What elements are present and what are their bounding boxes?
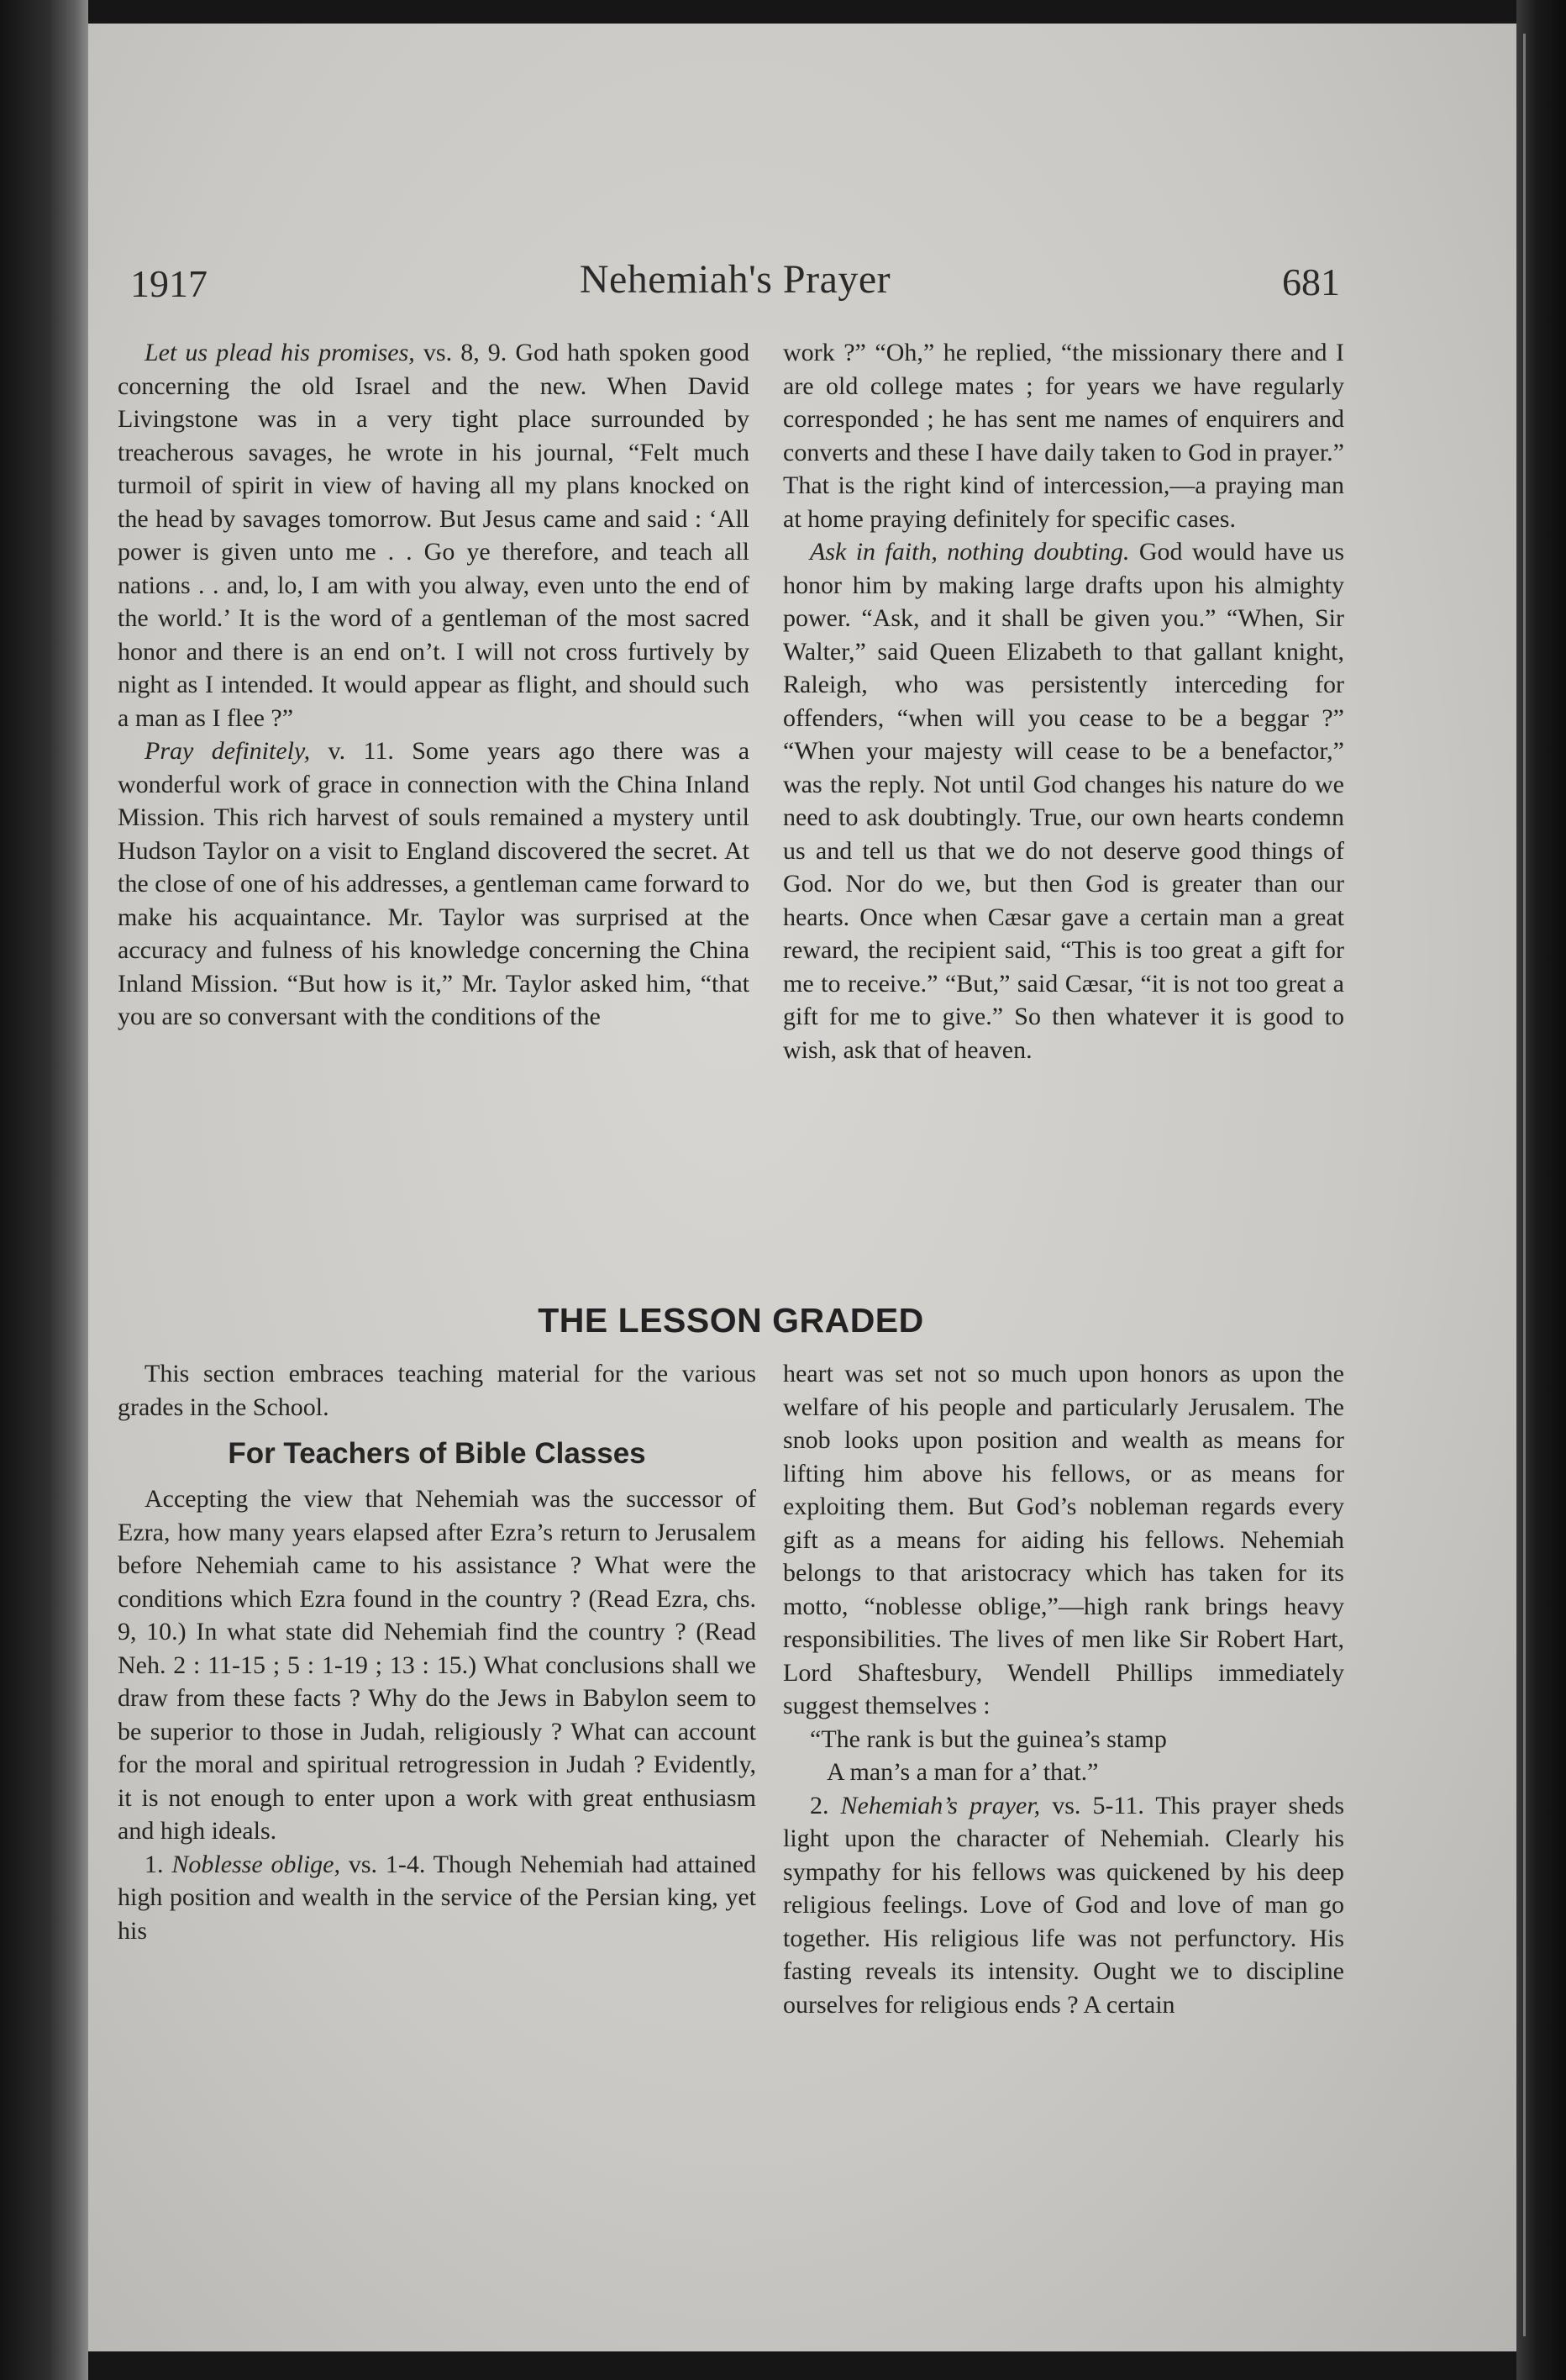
paragraph (783, 1789, 1344, 2022)
paragraph-lead: Ask in faith, nothing doubting. (810, 538, 1130, 566)
paragraph-text: vs. 1-4. Though Nehemiah had attained high position and wealth in the service of the Persian king, yet his (118, 1850, 757, 1945)
page-title: Nehemiah's Prayer (579, 257, 891, 302)
paragraph (118, 1848, 756, 1948)
column-bottom-left (118, 1357, 756, 1947)
subheading: For Teachers of Bible Classes (228, 1437, 646, 1470)
paragraph-lead: Noblesse oblige, (171, 1850, 340, 1878)
column-top-right (783, 336, 1344, 1066)
column-top-left (118, 336, 749, 1034)
paragraph-lead: Let us plead his promises, (145, 339, 415, 366)
column-bottom-right (783, 1357, 1344, 2021)
section-intro: This section embraces teaching material for the various grades in the School. (118, 1360, 756, 1421)
paragraph (118, 735, 749, 1034)
page-number: 681 (1282, 261, 1340, 303)
running-head (130, 256, 1340, 307)
book-binding (0, 0, 88, 2380)
paragraph (783, 535, 1344, 1066)
paragraph-text: God would have us honor him by making large drafts upon his almighty power. “Ask, and it shall be given you.” “When, Sir Walter,” said Queen Elizabeth to that gallant knight, Raleigh, who was persistently interceding for offenders, “when will you cease to be a beggar ?” “When your majesty will cease to be a benefactor,” was the reply. Not until God changes his nature do we need to ask doubtingly. True, our own hearts condemn us and tell us that we do not deserve good things of God. Nor do we, but then God is greater than our hearts. Once when Cæsar gave a certain man a great reward, the recipient said, “This is too great a gift for me to receive.” “But,” said Cæsar, “it is not too great a gift for me to give.” So then whatever it is good to wish, ask that of heaven. (783, 538, 1344, 1064)
paragraph-lead: Nehemiah’s prayer, (840, 1791, 1041, 1819)
paragraph-text: vs. 8, 9. God hath spoken good concerning the old Israel and the new. When David Livingstone was in a very tight place surrounded by treacherous savages, he wrote in his journal, “Felt much turmoil of spirit in view of having all my plans knocked on the head by savages tomorrow. But Jesus came and said : ‘All power is given unto me . . Go ye therefore, and teach all nations . . and, lo, I am with you alway, even unto the end of the world.’ It is the word of a gentleman of the most sacred honor and there is an end on’t. I will not cross furtively by night as I intended. It would appear as flight, and should such a man as I flee ?” (118, 339, 749, 732)
paragraph-text: v. 11. Some years ago there was a wonderful work of grace in connection with the China Inland Mission. This rich harvest of souls remained a mystery until Hudson Taylor on a visit to England discovered the secret. At the close of one of his addresses, a gentleman came forward to make his acquaintance. Mr. Taylor was surprised at the accuracy and fulness of his knowledge concerning the China Inland Mission. “But how is it,” Mr. Taylor asked him, “that you are so conversant with the conditions of the (118, 737, 750, 1030)
page-edge (1516, 0, 1566, 2380)
verse-line: A man’s a man for a’ that.” (827, 1758, 1099, 1786)
paragraph: work ?” “Oh,” he replied, “the missionary there and I are old college mates ; for years we have regularly corresponded ; he has sent me names of enquirers and converts and these I have daily taken to God in prayer.” That is the right kind of intercession,—a praying man at home praying definitely for specific cases. (783, 339, 1344, 533)
item-number: 1. (145, 1850, 172, 1878)
paragraph: Accepting the view that Nehemiah was the successor of Ezra, how many years elapsed after Ezra’s return to Jerusalem before Nehemiah came to his assistance ? What were the conditions which Ezra found in the country ? (Read Ezra, chs. 9, 10.) In what state did Nehemiah find the country ? (Read Neh. 2 : 11-15 ; 5 : 1-19 ; 13 : 15.) What conclusions shall we draw from these facts ? Why do the Jews in Babylon seem to be superior to those in Judah, religiously ? What can account for the moral and spiritual retrogression in Judah ? Evidently, it is not enough to enter upon a work with great enthusiasm and high ideals. (118, 1485, 756, 1845)
item-number: 2. (810, 1791, 841, 1819)
paragraph (118, 336, 749, 735)
verse-line: “The rank is but the guinea’s stamp (810, 1724, 1167, 1753)
year: 1917 (130, 262, 208, 305)
section-heading: THE LESSON GRADED (538, 1301, 924, 1340)
paragraph: heart was set not so much upon honors as upon the welfare of his people and particularly Jerusalem. The snob looks upon position and wealth as means for lifting him above his fellows, or as means for exploiting them. But God’s nobleman regards every gift as a means for aiding his fellows. Nehemiah belongs to that aristocracy which has taken for its motto, “noblesse oblige,”—high rank brings heavy responsibilities. The lives of men like Sir Robert Hart, Lord Shaftesbury, Wendell Phillips immediately suggest themselves : (783, 1360, 1344, 1719)
paragraph-lead: Pray definitely, (145, 737, 311, 765)
paragraph-text: vs. 5-11. This prayer sheds light upon the character of Nehemiah. Clearly his sympathy for his fellows was quickened by his deep religious feelings. Love of God and love of man go together. His religious life was not perfunctory. His fasting reveals its intensity. Ought we to discipline ourselves for religious ends ? A certain (783, 1791, 1345, 2019)
